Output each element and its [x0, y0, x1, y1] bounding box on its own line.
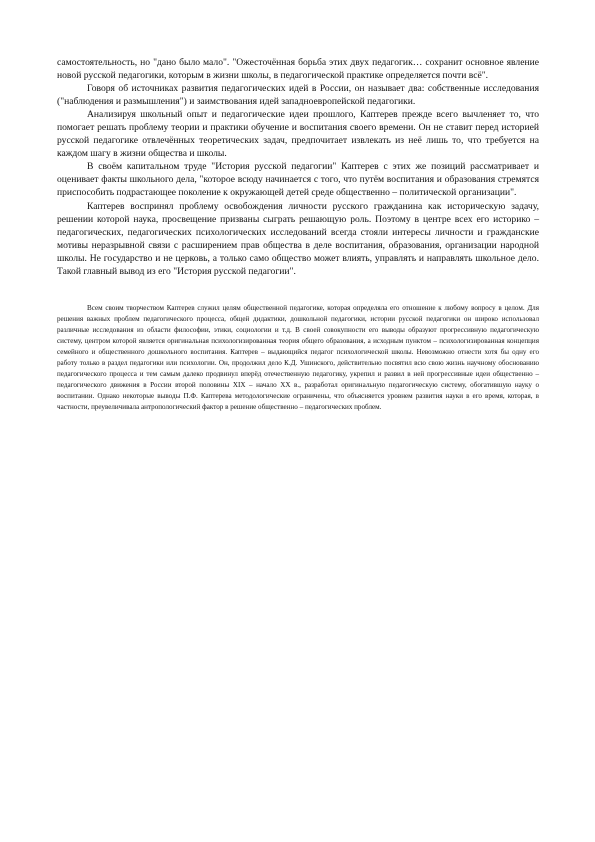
paragraph-continuation: самостоятельность, но "дано было мало". "Ожесточённая борьба этих двух педагогик… сохранит основное явление новой русской педагогики, которым в жизни школы, в педагогической практике определяется почти всё".	[57, 57, 539, 81]
summary-note-text: Всем своим творчеством Каптерев служил целям общественной педагогике, которая определяла его отношение к любому вопросу в целом. Для решения важных проблем педагогического процесса, общей дидактики, дошкольной педагогики, истории русской педагогики он широко использовал различные исследования из области философии, этики, социологии и т.д. В своей совокупности его выводы образуют прогрессивную педагогическую систему, центром которой является оригинальная психологизированная теория общего образования, а исходным пунктом – психологизированная концепция семейного и общественного дошкольного воспитания. Каптерев – выдающийся педагог психологической школы. Невозможно отнести хотя бы одну его работу только в раздел педагогики или психологии. Он, продолжил дело К.Д. Ушинского, действительно посвятил всю свою жизнь научному обоснованию педагогического процесса и тем самым далеко продвинул вперёд отечественную педагогику, укрепил и развил в ней прогрессивные идеи общественно – педагогического движения в России второй половины XIX – начало XX в., разработал оригинальную педагогическую систему, обогатившую науку о воспитании. Однако некоторые выводы П.Ф. Каптерева методологические ограничены, что объясняется уровнем развития науки в его время, которая, в частности, преувеличивала антропологический фактор в решение общественно – педагогических проблем.	[57, 304, 539, 411]
main-text	[57, 56, 539, 278]
paragraph-liberation: Каптерев воспринял проблему освобождения личности русского гражданина как историческую задачу, решении которой наука, просвещение призваны сыграть решающую роль. Поэтому в центре всех его историко – педагогических, педагогических психологических исследований всегда стояли интересы личности и гражданские мотивы неразрывной связи с расширением прав общества в деле воспитания, образования, организации народной школы. Не государство и не церковь, а только само общество может влиять, управлять и направлять школьное дело. Такой главный вывод из его "История русской педагогии".	[57, 201, 539, 277]
paragraph-analysis: Анализируя школьный опыт и педагогические идеи прошлого, Каптерев прежде всего вычленяет то, что помогает решать проблему теории и практики обучение и воспитания своего времени. Он не ставит перед историей русской педагогике отвлечённых теоретических задач, предпочитает извлекать из неё лишь то, что требуется на каждом шагу в жизни общества и школы.	[57, 109, 539, 159]
paragraph-history-work: В своём капитальном труде "История русской педагогии" Каптерев с этих же позиций рассматривает и оценивает факты школьного дела, "которое всюду начинается с того, что путём воспитания и образования стремятся приспособить подрастающее поколение к окружающей детей среде общественно – политической организации".	[57, 161, 539, 198]
paragraph-sources: Говоря об источниках развития педагогических идей в России, он называет два: собственные исследования ("наблюдения и размышления") и заимствования идей западноевропейской педагогики.	[57, 83, 539, 107]
summary-note	[57, 303, 539, 413]
